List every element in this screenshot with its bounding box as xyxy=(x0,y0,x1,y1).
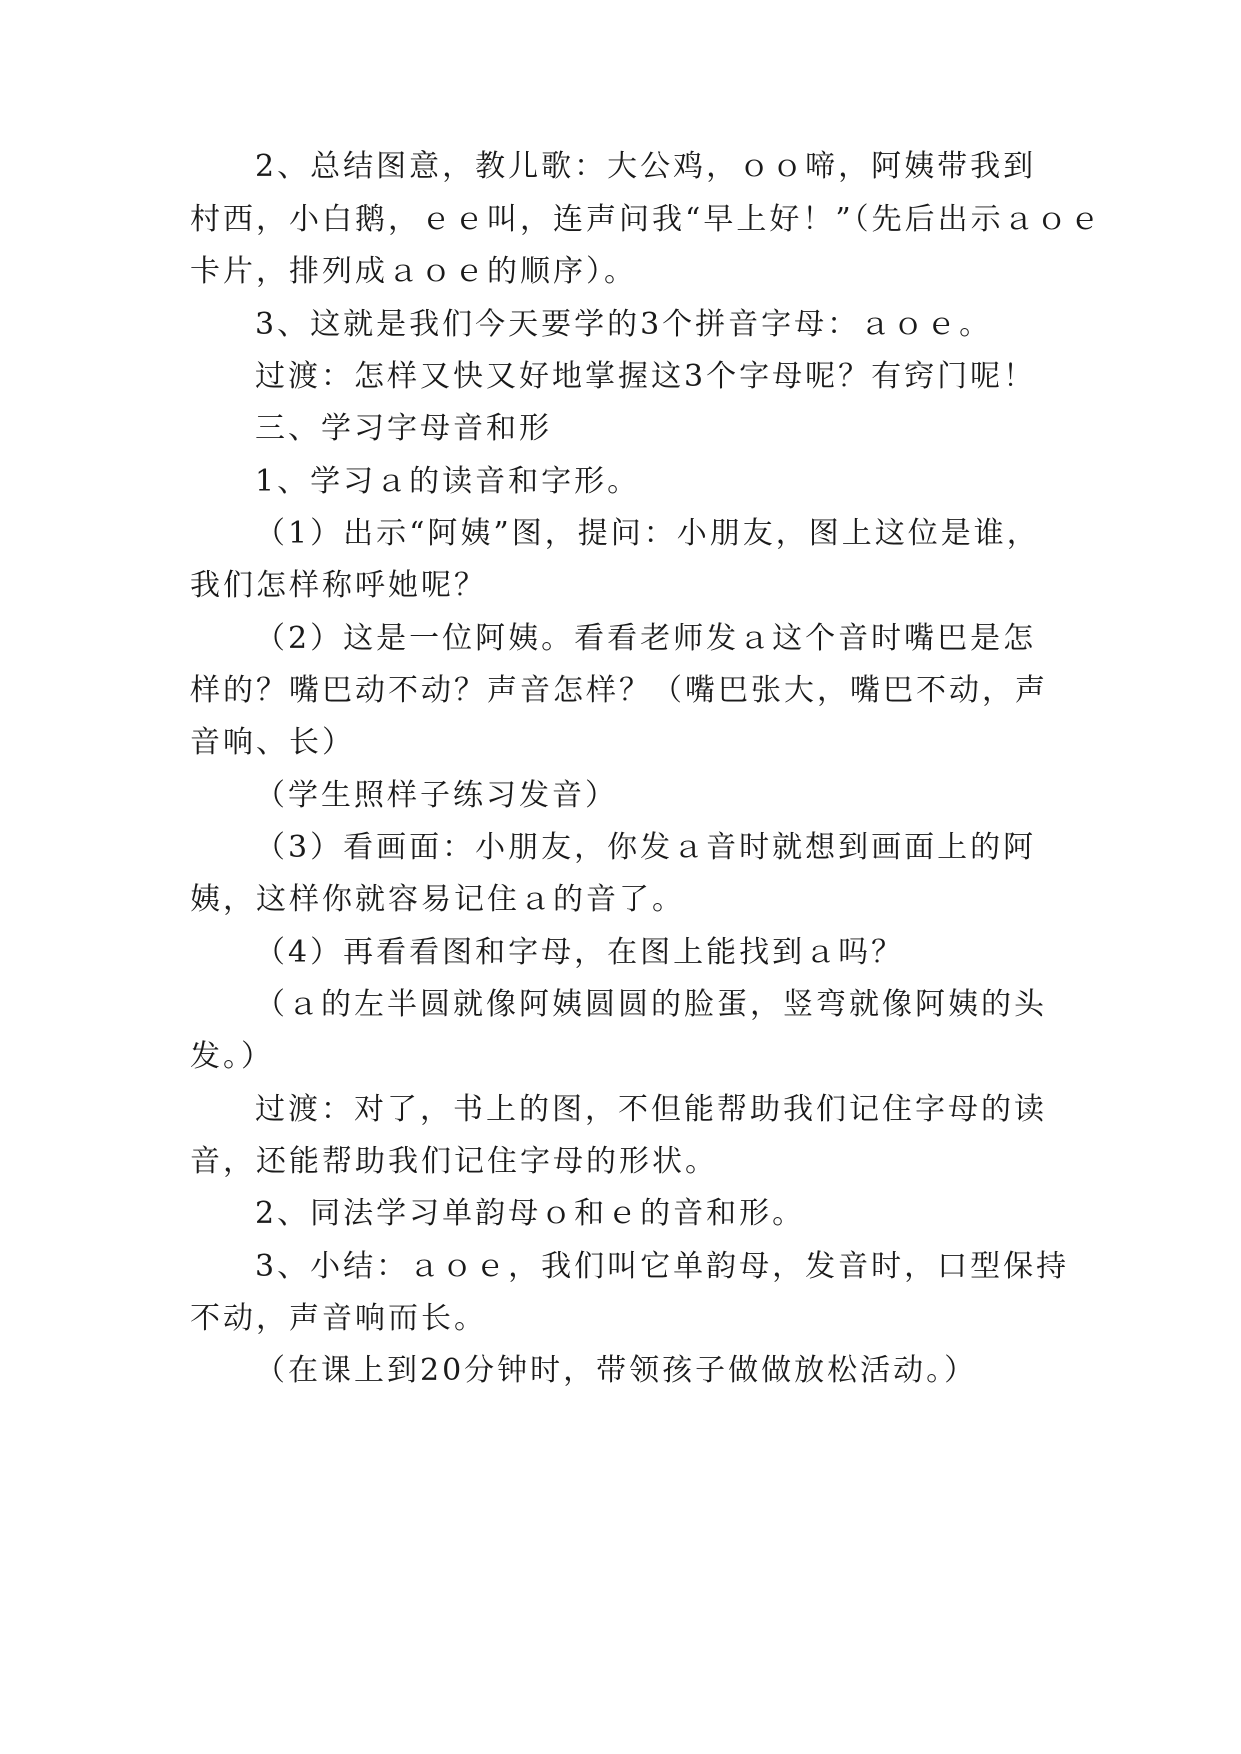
section-heading: 三、学习字母音和形 xyxy=(255,411,552,446)
paragraph-line: 不动，声音响而长。 xyxy=(190,1301,487,1336)
paragraph-line: 卡片，排列成ａｏｅ的顺序）。 xyxy=(190,254,637,289)
paragraph-line: 音响、长） xyxy=(190,725,355,760)
paragraph-line: （1）出示“阿姨”图，提问：小朋友，图上这位是谁， xyxy=(255,516,1040,551)
paragraph-line: （2）这是一位阿姨。看看老师发ａ这个音时嘴巴是怎 xyxy=(255,621,1037,656)
paragraph-line: （4）再看看图和字母，在图上能找到ａ吗？ xyxy=(255,935,905,970)
paragraph-line: 村西，小白鹅，ｅｅ叫，连声问我“早上好！”（先后出示ａｏｅ xyxy=(190,202,1103,237)
paragraph-line: 过渡：怎样又快又好地掌握这3个字母呢？有窍门呢！ xyxy=(255,359,1037,394)
paragraph-line: （学生照样子练习发音） xyxy=(255,778,618,813)
paragraph-line: 过渡：对了，书上的图，不但能帮助我们记住字母的读 xyxy=(255,1092,1047,1127)
paragraph-line: （3）看画面：小朋友，你发ａ音时就想到画面上的阿 xyxy=(255,830,1037,865)
paragraph-line: 姨，这样你就容易记住ａ的音了。 xyxy=(190,882,685,917)
paragraph-line: 发。） xyxy=(190,1039,274,1074)
paragraph-line: 3、这就是我们今天要学的3个拼音字母：ａｏｅ。 xyxy=(255,307,993,342)
paragraph-line: 3、小结：ａｏｅ，我们叫它单韵母，发音时，口型保持 xyxy=(255,1249,1070,1284)
paragraph-line: （ａ的左半圆就像阿姨圆圆的脸蛋，竖弯就像阿姨的头 xyxy=(255,987,1047,1022)
paragraph-line: 2、同法学习单韵母ｏ和ｅ的音和形。 xyxy=(255,1196,806,1231)
paragraph-line: （在课上到20分钟时，带领孩子做做放松活动。） xyxy=(255,1353,978,1388)
paragraph-line: 我们怎样称呼她呢？ xyxy=(190,568,487,603)
paragraph-line: 样的？嘴巴动不动？声音怎样？（嘴巴张大，嘴巴不动，声 xyxy=(190,673,1048,708)
paragraph-line: 音，还能帮助我们记住字母的形状。 xyxy=(190,1144,718,1179)
paragraph-line: 1、学习ａ的读音和字形。 xyxy=(255,464,641,499)
paragraph-line: 2、总结图意，教儿歌：大公鸡，ｏｏ啼，阿姨带我到 xyxy=(255,149,1037,184)
